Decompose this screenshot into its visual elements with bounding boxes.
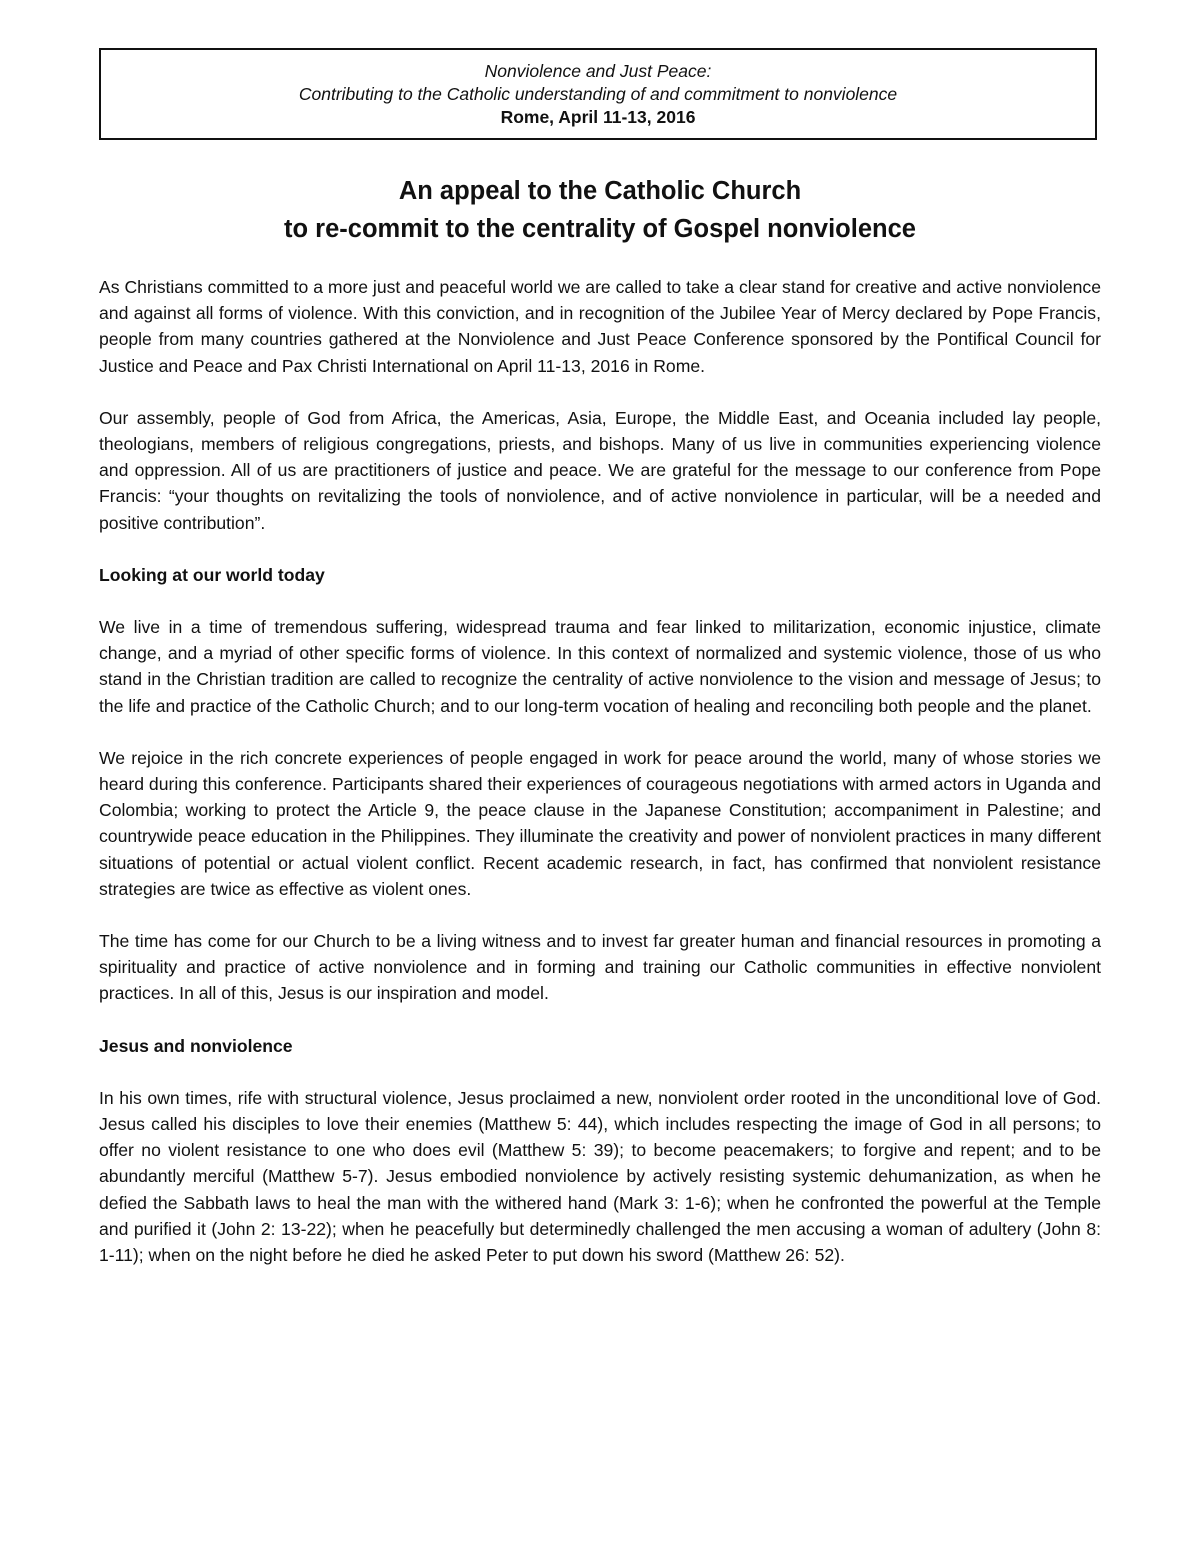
header-conference-title: Nonviolence and Just Peace: [484, 61, 712, 81]
document-title [99, 172, 1101, 248]
title-line-2: to re-commit to the centrality of Gospel nonviolence [284, 215, 916, 243]
header-conference-subtitle: Contributing to the Catholic understanding of and commitment to nonviolence [298, 84, 898, 104]
title-line-1: An appeal to the Catholic Church [398, 177, 802, 205]
paragraph-jesus: In his own times, rife with structural violence, Jesus proclaimed a new, nonviolent order rooted in the unconditional love of God. Jesus called his disciples to love their enemies (Matthew 5: 44), which includes respecting the image of God in all persons; to offer no violent resistance to one who does evil (Matthew 5: 39); to become peacemakers; to forgive and repent; and to be abundantly merciful (Matthew 5-7). Jesus embodied nonviolence by actively resisting systemic dehumanization, as when he defied the Sabbath laws to heal the man with the withered hand (Mark 3: 1-6); when he confronted the powerful at the Temple and purified it (John 2: 13-22); when he peacefully but determinedly challenged the men accusing a woman of adultery (John 8: 1-11); when on the night before he died he asked Peter to put down his sword (Matthew 26: 52). [99, 1087, 1101, 1266]
paragraph-experiences: We rejoice in the rich concrete experiences of people engaged in work for peace around the world, many of whose stories we heard during this conference. Participants shared their experiences of courageous negotiations with armed actors in Uganda and Colombia; working to protect the Article 9, the peace clause in the Japanese Constitution; accompaniment in Palestine; and countrywide peace education in the Philippines. They illuminate the creativity and power of nonviolent practices in many different situations of potential or actual violent conflict. Recent academic research, in fact, has confirmed that nonviolent resistance strategies are twice as effective as violent ones. [99, 747, 1101, 899]
paragraph-intro: As Christians committed to a more just and peaceful world we are called to take a clear stand for creative and active nonviolence and against all forms of violence. With this conviction, and in recognition of the Jubilee Year of Mercy declared by Pope Francis, people from many countries gathered at the Nonviolence and Just Peace Conference sponsored by the Pontifical Council for Justice and Peace and Pax Christi International on April 11-13, 2016 in Rome. [99, 277, 1101, 376]
paragraph-time-has-come: The time has come for our Church to be a living witness and to invest far greater human and financial resources in promoting a spirituality and practice of active nonviolence and in forming and training our Catholic communities in effective nonviolent practices. In all of this, Jesus is our inspiration and model. [99, 931, 1101, 1004]
section-heading-world-today: Looking at our world today [99, 564, 325, 585]
paragraph-assembly: Our assembly, people of God from Africa, the Americas, Asia, Europe, the Middle East, and Oceania included lay people, theologians, members of religious congregations, priests, and bishops. Many of us live in communities experiencing violence and oppression. All of us are practitioners of justice and peace. We are grateful for the message to our conference from Pope Francis: “your thoughts on revitalizing the tools of nonviolence, and of active nonviolence in particular, will be a needed and positive contribution”. [99, 407, 1101, 533]
document-body [99, 274, 1101, 1294]
header-location-date: Rome, April 11-13, 2016 [500, 107, 696, 127]
paragraph-suffering: We live in a time of tremendous suffering, widespread trauma and fear linked to militarization, economic injustice, climate change, and a myriad of other specific forms of violence. In this context of normalized and systemic violence, those of us who stand in the Christian tradition are called to recognize the centrality of active nonviolence to the vision and message of Jesus; to the life and practice of the Catholic Church; and to our long-term vocation of healing and reconciling both people and the planet. [99, 617, 1101, 716]
conference-header-box [99, 48, 1097, 140]
section-heading-jesus-nonviolence: Jesus and nonviolence [99, 1035, 293, 1056]
